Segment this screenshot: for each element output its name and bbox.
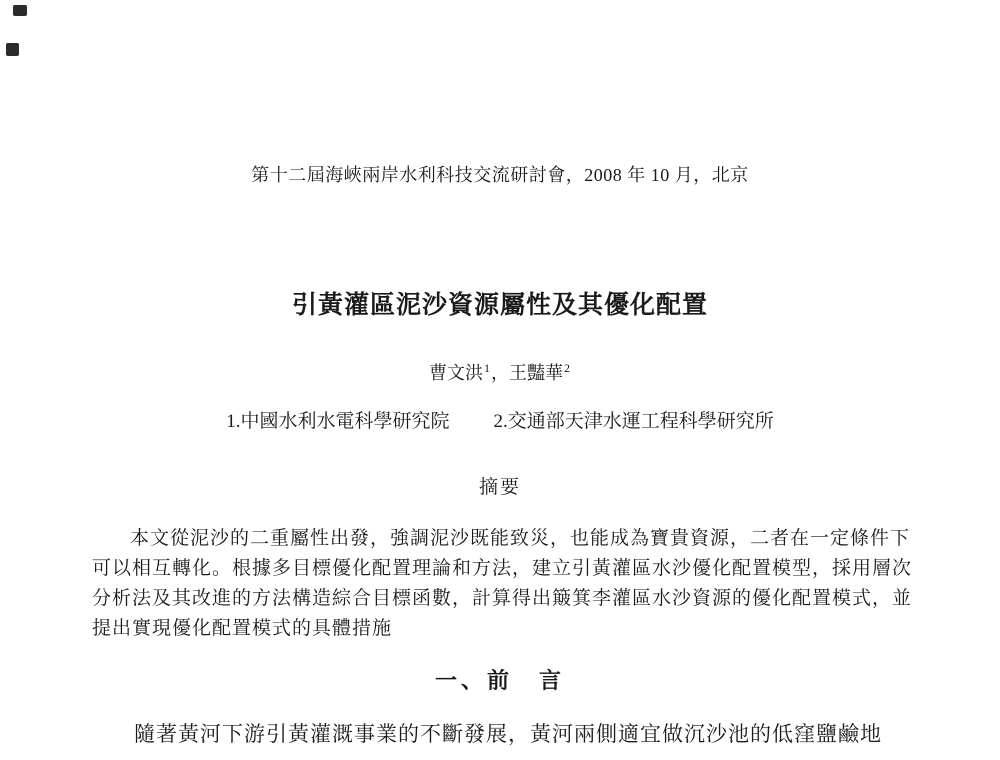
abstract-line: 本文從泥沙的二重屬性出發，強調泥沙既能致災，也能成為寶貴資源，二者在一定條件下	[130, 528, 911, 549]
section-1-heading: 一、前 言	[434, 668, 565, 693]
author-1-affiliation-mark: 1	[484, 361, 490, 375]
conference-header: 第十二屆海峽兩岸水利科技交流研討會，2008 年 10 月，北京	[251, 165, 749, 185]
author-2-affiliation-mark: 2	[564, 361, 570, 375]
author-2-name: 王豔華	[509, 363, 563, 383]
intro-paragraph: 隨著黃河下游引黃灌溉事業的不斷發展，黃河兩側適宜做沉沙池的低窪鹽鹼地	[134, 722, 882, 746]
abstract-heading: 摘要	[478, 477, 521, 498]
authors-separator: ，	[491, 363, 509, 383]
paper-title: 引黃灌區泥沙資源屬性及其優化配置	[291, 292, 708, 319]
abstract-line: 提出實現優化配置模式的具體措施	[92, 618, 393, 639]
affiliation-1: 1.中國水利水電科學研究院	[226, 411, 450, 432]
affiliations-line	[0, 406, 1000, 433]
scan-artifact	[6, 43, 19, 56]
abstract-line: 分析法及其改進的方法構造綜合目標函數，計算得出簸箕李灌區水沙資源的優化配置模式，並	[92, 588, 913, 609]
affiliation-2: 2.交通部天津水運工程科學研究所	[493, 411, 774, 432]
abstract-body	[92, 524, 916, 644]
scan-artifact	[13, 5, 27, 16]
author-1-name: 曹文洪	[429, 363, 483, 383]
abstract-line: 可以相互轉化。根據多目標優化配置理論和方法，建立引黃灌區水沙優化配置模型，採用層次	[92, 558, 913, 579]
authors-line	[0, 359, 1000, 385]
